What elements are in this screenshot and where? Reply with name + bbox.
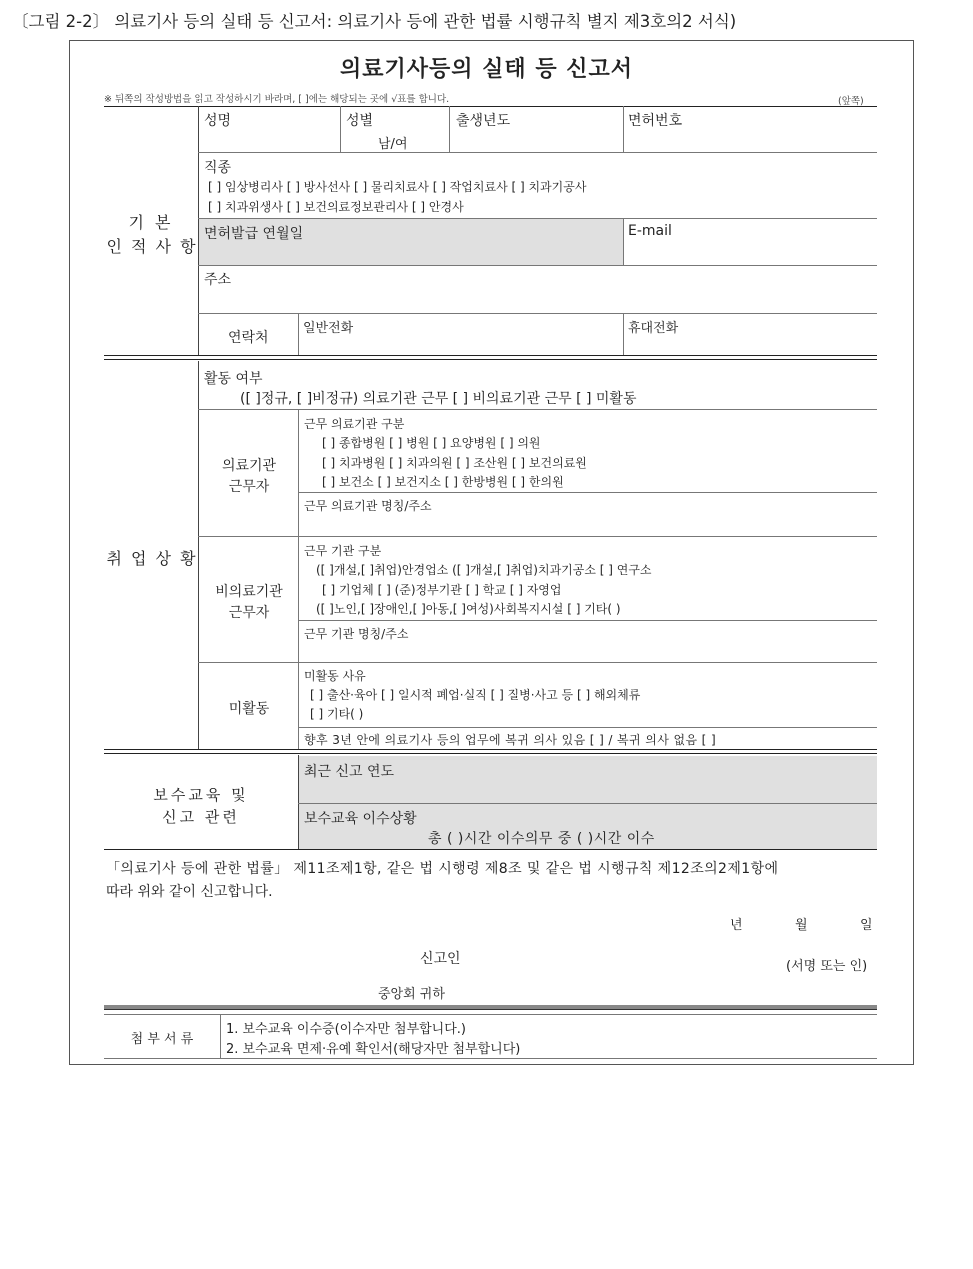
nonmedical-type-options-2[interactable]: [ ] 기업체 [ ] (준)정부기관 [ ] 학교 [ ] 자영업: [322, 583, 562, 597]
attachment-item-2: 2. 보수교육 면제·유예 확인서(해당자만 첨부합니다): [226, 1042, 521, 1057]
form-note: ※ 뒤쪽의 작성방법을 읽고 작성하시기 바라며, [ ]에는 해당되는 곳에 √표를 합니다.: [104, 94, 450, 105]
row-line: [198, 265, 877, 266]
return-intent-options[interactable]: 향후 3년 안에 의료기사 등의 업무에 복귀 의사 있음 [ ] / 복귀 의사 없음 [ ]: [304, 733, 717, 747]
education-section-label-2: 신고 관련: [162, 808, 240, 826]
nonmedical-type-options-3[interactable]: ([ ]노인,[ ]장애인,[ ]아동,[ ]여성)사회복지시설 [ ] 기타( ): [316, 602, 621, 616]
nonmedical-type-label: 근무 기관 구분: [304, 544, 382, 558]
medical-worker-label-2: 근무자: [228, 479, 270, 495]
nonmedical-worker-label: 비의료기관: [215, 584, 283, 600]
nonmedical-type-options-1[interactable]: ([ ]개설,[ ]취업)안경업소 ([ ]개설,[ ]취업)치과기공소 [ ] 연구소: [316, 563, 652, 577]
medical-name-label: 근무 의료기관 명칭/주소: [304, 499, 432, 513]
email-label: E-mail: [628, 223, 672, 239]
date-year-label[interactable]: 년: [730, 918, 743, 933]
employment-section-label: 취 업 상 황: [106, 549, 198, 568]
row-line: [198, 313, 877, 314]
medical-worker-label: 의료기관: [221, 458, 277, 474]
job-type-label: 직종: [204, 160, 232, 176]
employment-label-divider: [198, 361, 199, 749]
section-double-line: [104, 355, 877, 360]
cell-divider: [623, 313, 624, 356]
date-month-label[interactable]: 월: [795, 918, 808, 933]
medical-type-options-1[interactable]: [ ] 종합병원 [ ] 병원 [ ] 요양병원 [ ] 의원: [322, 436, 541, 450]
phone-label: 일반전화: [303, 321, 354, 336]
mobile-label: 휴대전화: [628, 321, 679, 336]
date-day-label[interactable]: 일: [860, 918, 873, 933]
address-label: 주소: [204, 272, 232, 288]
attachment-item-1: 1. 보수교육 이수증(이수자만 첨부합니다.): [226, 1022, 467, 1037]
section-double-line: [104, 749, 877, 754]
row-line: [298, 492, 877, 493]
cell-divider: [449, 106, 450, 152]
medical-type-options-3[interactable]: [ ] 보건소 [ ] 보건지소 [ ] 한방병원 [ ] 한의원: [322, 475, 564, 489]
cell-divider: [298, 313, 299, 356]
gender-options[interactable]: 남/여: [378, 137, 408, 152]
education-status-label: 보수교육 이수상황: [304, 811, 417, 827]
job-type-options-1[interactable]: [ ] 임상병리사 [ ] 방사선사 [ ] 물리치료사 [ ] 작업치료사 [ ] 치과기공사: [208, 180, 587, 194]
page-side-label: (앞쪽): [838, 96, 864, 107]
basic-section-label-2: 인 적 사 항: [106, 237, 198, 256]
figure-caption: 〔그림 2-2〕 의료기사 등의 실태 등 신고서: 의료기사 등에 관한 법률 시행규칙 별지 제3호의2 서식): [12, 12, 737, 31]
cell-divider: [340, 106, 341, 152]
declaration-text-1: 「의료기사 등에 관한 법률」 제11조제1항, 같은 법 시행령 제8조 및 같은 법 시행규칙 제12조의2제1항에: [106, 861, 779, 877]
education-section-label: 보수교육 및: [153, 786, 249, 804]
basic-top-line: [104, 106, 877, 107]
form-title: 의료기사등의 실태 등 신고서: [339, 57, 633, 82]
license-number-label: 면허번호: [628, 113, 683, 129]
name-label: 성명: [204, 113, 232, 129]
row-line: [104, 1058, 877, 1059]
nonmedical-worker-label-2: 근무자: [228, 605, 270, 621]
cell-divider: [623, 218, 624, 265]
inactive-reason-label: 미활동 사유: [304, 669, 366, 683]
activity-label: 활동 여부: [204, 371, 263, 387]
license-date-label: 면허발급 연월일: [204, 226, 304, 242]
cell-divider: [220, 1014, 221, 1058]
gender-label: 성별: [346, 113, 374, 129]
inactive-reason-options-2[interactable]: [ ] 기타( ): [310, 707, 364, 721]
cell-divider: [623, 106, 624, 152]
medical-type-label: 근무 의료기관 구분: [304, 417, 405, 431]
row-line: [104, 849, 877, 850]
row-line: [198, 662, 877, 663]
inactive-label: 미활동: [228, 701, 270, 717]
birth-year-label: 출생년도: [456, 113, 511, 129]
row-line: [198, 536, 877, 537]
inactive-reason-options-1[interactable]: [ ] 출산·육아 [ ] 일시적 폐업·실직 [ ] 질병·사고 등 [ ] 해외체류: [310, 688, 641, 702]
row-line: [198, 409, 877, 410]
activity-options[interactable]: ([ ]정규, [ ]비정규) 의료기관 근무 [ ] 비의료기관 근무 [ ] 미활동: [240, 391, 637, 407]
attachments-top-bar: [104, 1005, 877, 1010]
basic-section-label: 기 본: [128, 213, 174, 232]
row-line: [298, 727, 877, 728]
nonmedical-name-label: 근무 기관 명칭/주소: [304, 627, 409, 641]
recipient-label: 중앙회 귀하: [378, 987, 445, 1002]
row-line: [298, 620, 877, 621]
recent-year-label: 최근 신고 연도: [304, 764, 395, 780]
row-line: [198, 152, 877, 153]
attachments-label: 첨 부 서 류: [130, 1032, 194, 1047]
signature-label[interactable]: (서명 또는 인): [786, 959, 868, 974]
declarant-label: 신고인: [420, 951, 461, 967]
contact-label: 연락처: [228, 330, 269, 346]
declaration-text-2: 따라 위와 같이 신고합니다.: [106, 884, 273, 900]
job-type-options-2[interactable]: [ ] 치과위생사 [ ] 보건의료정보관리사 [ ] 안경사: [208, 200, 464, 214]
medical-type-options-2[interactable]: [ ] 치과병원 [ ] 치과의원 [ ] 조산원 [ ] 보건의료원: [322, 456, 587, 470]
education-hours[interactable]: 총 ( )시간 이수의무 중 ( )시간 이수: [428, 831, 655, 847]
